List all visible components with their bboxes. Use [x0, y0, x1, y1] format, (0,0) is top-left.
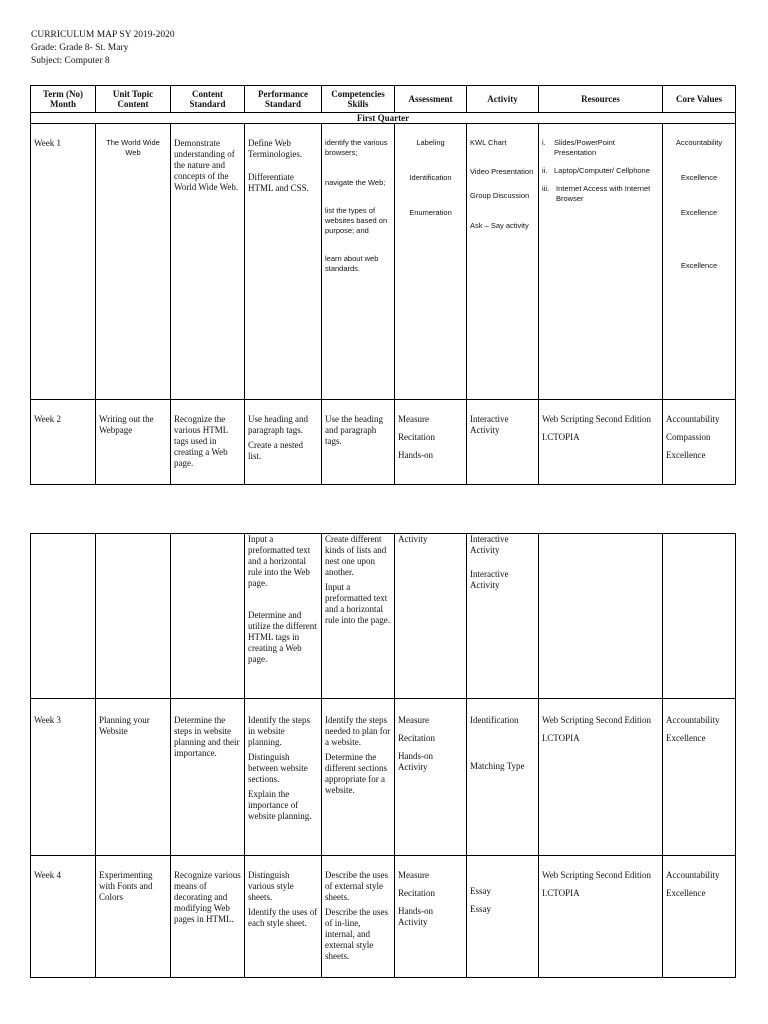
content-standard-cell: Demonstrate understanding of the nature and concepts of the World Wide Web.: [171, 124, 245, 400]
competencies-cell: [322, 124, 395, 400]
column-header: Resources: [539, 86, 663, 113]
resource-item: iii. Internet Access with Internet Browser: [542, 184, 651, 203]
core-value-item: Excellence: [666, 888, 706, 898]
subject-label: Subject: Computer 8: [31, 56, 110, 66]
competency-item: Identify the steps needed to plan for a website.: [325, 715, 391, 747]
performance-standard-cell: [245, 124, 322, 400]
assessment-item: Measure: [398, 870, 429, 880]
competencies-cell: [322, 534, 395, 699]
performance-standard-cell: [245, 534, 322, 699]
table-row: [31, 124, 736, 400]
document-header: [31, 29, 175, 68]
competency-item: learn about web standards.: [325, 254, 379, 273]
activity-item: Essay: [470, 886, 491, 896]
activity-item: Interactive Activity: [470, 534, 509, 555]
resources-cell: [539, 534, 663, 699]
performance-item: Identify the uses of each style sheet.: [248, 907, 318, 928]
document-title: CURRICULUM MAP SY 2019-2020: [31, 30, 175, 40]
core-value-item: Excellence: [680, 261, 718, 270]
table-row: [31, 400, 736, 485]
core-values-cell: [663, 124, 736, 400]
assessment-cell: [395, 124, 467, 400]
core-value-item: Accountability: [666, 715, 720, 725]
assessment-item: Measure: [398, 715, 429, 725]
core-values-cell: [663, 699, 736, 856]
core-value-item: Excellence: [666, 733, 706, 743]
resource-item: i. Slides/PowerPoint Presentation: [542, 138, 615, 157]
competencies-cell: [322, 699, 395, 856]
activity-cell: [467, 856, 539, 978]
content-standard-cell: Determine the steps in website planning and their importance.: [171, 699, 245, 856]
quarter-label: First Quarter: [31, 113, 736, 124]
core-value-item: Compassion: [666, 432, 711, 442]
term-cell: Week 1: [31, 124, 96, 400]
performance-standard-cell: [245, 699, 322, 856]
table-row: [31, 856, 736, 978]
column-header: Content Standard: [171, 86, 245, 113]
table-row: [31, 534, 736, 699]
performance-item: Input a preformatted text and a horizontal rule into the Web page.: [248, 534, 311, 588]
assessment-cell: [395, 699, 467, 856]
resource-item: I.CTOPIA: [542, 888, 580, 898]
column-header: Core Values: [663, 86, 736, 113]
competency-item: identify the various browsers;: [325, 138, 388, 157]
competency-item: Create different kinds of lists and nest one upon another.: [325, 534, 387, 577]
activity-item: Identification: [470, 715, 519, 725]
assessment-item: Labeling: [416, 138, 445, 147]
topic-cell: [96, 534, 171, 699]
content-standard-cell: [171, 534, 245, 699]
resources-cell: [539, 124, 663, 400]
topic-cell: The World Wide Web: [96, 124, 171, 400]
activity-cell: [467, 699, 539, 856]
core-value-item: Accountability: [666, 414, 720, 424]
resource-item: I.CTOPIA: [542, 432, 580, 442]
resources-cell: [539, 699, 663, 856]
curriculum-table-page1: [30, 85, 736, 485]
column-header: Term (No) Month: [31, 86, 96, 113]
activity-item: Essay: [470, 904, 491, 914]
activity-cell: [467, 124, 539, 400]
content-standard-cell: Recognize various means of decorating and modifying Web pages in HTML.: [171, 856, 245, 978]
assessment-item: Identification: [409, 173, 452, 182]
topic-cell: Planning your Website: [96, 699, 171, 856]
topic-cell: Writing out the Webpage: [96, 400, 171, 485]
table-row: [31, 699, 736, 856]
activity-item: Ask – Say activity: [470, 221, 529, 230]
activity-cell: [467, 534, 539, 699]
quarter-row: [31, 113, 736, 124]
resource-item: I.CTOPIA: [542, 733, 580, 743]
resource-item: Web Scripting Second Edition: [542, 870, 652, 880]
performance-item: Distinguish various style sheets.: [248, 870, 294, 902]
assessment-item: Recitation: [398, 733, 435, 743]
core-value-item: Excellence: [666, 450, 706, 460]
column-header: Performance Standard: [245, 86, 322, 113]
activity-item: Video Presentation: [470, 167, 534, 176]
performance-standard-cell: [245, 856, 322, 978]
competencies-cell: Use the heading and paragraph tags.: [322, 400, 395, 485]
grade-label: Grade: Grade 8- St. Mary: [31, 43, 129, 53]
column-header: Unit Topic Content: [96, 86, 171, 113]
competency-item: Determine the different sections appropriate for a website.: [325, 752, 388, 795]
assessment-item: Measure: [398, 414, 429, 424]
resource-item: Web Scripting Second Edition: [542, 414, 652, 424]
assessment-cell: [395, 400, 467, 485]
topic-cell: Experimenting with Fonts and Colors: [96, 856, 171, 978]
resources-cell: [539, 856, 663, 978]
competency-item: Describe the uses of in-line, internal, and external style sheets.: [325, 907, 388, 961]
competency-item: Input a preformatted text and a horizontal rule into the page.: [325, 582, 390, 625]
activity-item: Matching Type: [470, 761, 525, 771]
assessment-item: Hands-on: [398, 450, 433, 460]
activity-item: KWL Chart: [470, 138, 507, 147]
activity-item: Interactive Activity: [470, 569, 509, 590]
performance-item: Use heading and paragraph tags.: [248, 414, 308, 435]
assessment-item: Hands-on Activity: [398, 751, 433, 772]
resource-item: ii. Laptop/Computer/ Cellphone: [542, 166, 650, 175]
term-cell: Week 4: [31, 856, 96, 978]
core-value-item: Excellence: [680, 208, 718, 217]
activity-cell: Interactive Activity: [467, 400, 539, 485]
term-cell: [31, 534, 96, 699]
performance-item: Explain the importance of website planning.: [248, 789, 312, 821]
core-value-item: Excellence: [680, 173, 718, 182]
activity-item: Group Discussion: [470, 191, 530, 200]
resources-cell: [539, 400, 663, 485]
content-standard-cell: Recognize the various HTML tags used in creating a Web page.: [171, 400, 245, 485]
assessment-item: Recitation: [398, 432, 435, 442]
performance-item: Differentiate HTML and CSS.: [248, 172, 309, 193]
column-header: Assessment: [395, 86, 467, 113]
column-header: Activity: [467, 86, 539, 113]
assessment-item: Hands-on Activity: [398, 906, 433, 927]
competency-item: list the types of websites based on purpose; and: [325, 206, 388, 235]
curriculum-table-page2: [30, 533, 736, 978]
performance-standard-cell: [245, 400, 322, 485]
assessment-item: Enumeration: [409, 208, 452, 217]
competency-item: navigate the Web;: [325, 178, 386, 187]
core-value-item: Accountability: [675, 138, 723, 147]
core-values-cell: [663, 534, 736, 699]
performance-item: Identify the steps in website planning.: [248, 715, 310, 747]
term-cell: Week 2: [31, 400, 96, 485]
term-cell: Week 3: [31, 699, 96, 856]
performance-item: Determine and utilize the different HTML tags in creating a Web page.: [248, 610, 317, 664]
resource-item: Web Scripting Second Edition: [542, 715, 652, 725]
competencies-cell: [322, 856, 395, 978]
assessment-cell: [395, 856, 467, 978]
performance-item: Distinguish between website sections.: [248, 752, 308, 784]
assessment-cell: Activity: [395, 534, 467, 699]
core-value-item: Accountability: [666, 870, 720, 880]
competency-item: Describe the uses of external style sheets.: [325, 870, 388, 902]
performance-item: Define Web Terminologies.: [248, 138, 303, 159]
performance-item: Create a nested list.: [248, 440, 303, 461]
column-header: Competencies Skills: [322, 86, 395, 113]
core-values-cell: [663, 400, 736, 485]
core-values-cell: [663, 856, 736, 978]
assessment-item: Recitation: [398, 888, 435, 898]
table-header-row: [31, 86, 736, 113]
